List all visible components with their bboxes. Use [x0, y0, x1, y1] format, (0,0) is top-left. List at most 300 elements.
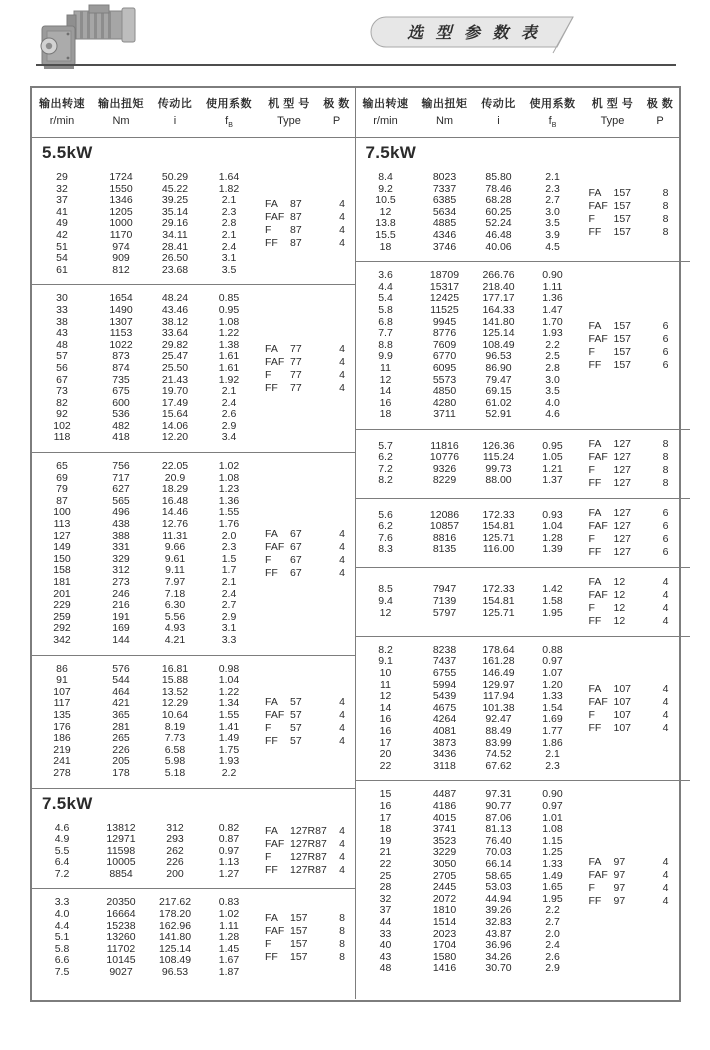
poles-value: 4 [339, 540, 345, 553]
ratio-cell: 44.94 [485, 892, 512, 905]
torque-cell: 544 [112, 674, 130, 687]
data-block [356, 430, 680, 498]
speed-cell: 135 [53, 708, 71, 721]
table-row [356, 305, 582, 317]
service-factor-cell: 1.5 [221, 552, 237, 565]
service-factor-cell: 0.90 [542, 269, 563, 282]
ratio-cell: 13.52 [161, 685, 189, 698]
model-line [582, 602, 678, 615]
table-row [32, 305, 258, 317]
model-size: 57 [290, 708, 302, 721]
service-factor-cell: 0.95 [542, 439, 563, 452]
ratio-cell: 30.70 [485, 962, 512, 975]
torque-cell: 331 [112, 541, 130, 554]
ratio-cell: 126.36 [482, 439, 515, 452]
service-factor-cell: 1.28 [218, 931, 240, 944]
model-prefix: FF [265, 951, 278, 964]
service-factor-cell: 2.3 [221, 205, 237, 218]
ratio-cell: 39.26 [485, 904, 512, 917]
service-factor-cell: 1.33 [542, 690, 563, 703]
poles-value: 6 [662, 532, 669, 545]
torque-cell: 11598 [106, 844, 136, 857]
model-prefix: FA [265, 198, 278, 211]
ratio-cell: 6.58 [164, 743, 186, 756]
speed-cell: 65 [56, 460, 68, 473]
model-line [582, 507, 678, 520]
service-factor-cell: 0.88 [542, 643, 563, 656]
torque-cell: 312 [112, 564, 130, 577]
model-line [258, 925, 354, 938]
ratio-cell: 141.80 [158, 931, 192, 944]
poles-value: 8 [339, 912, 345, 925]
column-header-label: 输出扭矩 [421, 98, 468, 110]
torque-cell: 909 [112, 252, 130, 265]
model-size: 107 [613, 721, 632, 734]
speed-cell: 9.1 [378, 655, 393, 668]
model-size: 97 [613, 856, 626, 869]
ratio-cell: 200 [166, 867, 184, 880]
service-factor-cell: 1.65 [542, 881, 563, 894]
block-models [582, 187, 678, 239]
ratio-cell: 146.49 [482, 667, 515, 680]
service-factor-cell: 3.1 [221, 622, 237, 635]
selection-parameter-table [30, 86, 681, 1002]
speed-cell: 127 [53, 529, 71, 542]
torque-cell: 735 [112, 373, 130, 386]
ratio-cell: 20.9 [164, 471, 186, 484]
model-line [582, 187, 678, 200]
column-header-label: 使用系数 [529, 98, 576, 110]
torque-cell: 4015 [432, 811, 457, 824]
ratio-cell: 60.25 [485, 205, 512, 218]
service-factor-cell: 0.98 [218, 662, 240, 675]
speed-cell: 43 [379, 950, 392, 963]
ratio-cell: 99.73 [485, 462, 512, 475]
speed-cell: 13.8 [375, 217, 396, 230]
block-rows [356, 584, 582, 619]
table-row [356, 386, 582, 398]
column-header-2 [474, 95, 524, 137]
speed-cell: 18 [379, 240, 392, 253]
speed-cell: 7.2 [54, 867, 70, 880]
torque-cell: 8776 [432, 327, 457, 340]
table-body [32, 138, 679, 999]
ratio-cell: 74.52 [485, 748, 512, 761]
torque-cell: 10145 [106, 954, 136, 967]
service-factor-cell: 1.01 [542, 811, 563, 824]
torque-cell: 1704 [432, 939, 457, 952]
ratio-cell: 81.13 [485, 823, 512, 836]
torque-cell: 438 [112, 518, 130, 531]
torque-cell: 1654 [109, 292, 133, 305]
block-separator [32, 452, 355, 453]
ratio-cell: 33.64 [161, 327, 189, 340]
torque-cell: 191 [112, 610, 130, 623]
poles-value: 4 [339, 734, 345, 747]
model-size: 12 [613, 588, 626, 601]
model-prefix: F [265, 224, 272, 237]
torque-cell: 5573 [432, 373, 457, 386]
torque-cell: 16664 [106, 908, 136, 921]
model-prefix: FAF [588, 199, 608, 212]
column-header-0 [32, 95, 92, 137]
torque-cell: 13260 [106, 931, 136, 944]
speed-cell: 201 [53, 587, 71, 600]
table-row [356, 668, 582, 680]
model-prefix: FF [588, 895, 602, 908]
speed-cell: 16 [379, 713, 392, 726]
torque-cell: 1580 [432, 950, 457, 963]
service-factor-cell: 3.5 [545, 385, 560, 398]
block-models [258, 825, 354, 877]
model-line [258, 541, 354, 554]
column-header-unit: Type [277, 115, 301, 127]
table-row [32, 363, 258, 375]
speed-cell: 48 [379, 962, 392, 975]
poles-value: 4 [339, 553, 345, 566]
ratio-cell: 29.82 [161, 338, 189, 351]
model-size: 127R87 [290, 851, 327, 864]
torque-cell: 1346 [109, 194, 133, 207]
model-prefix: FF [588, 721, 602, 734]
ratio-cell: 29.16 [161, 217, 189, 230]
ratio-cell: 79.47 [485, 373, 512, 386]
torque-cell: 1170 [109, 228, 133, 241]
torque-cell: 6770 [432, 350, 457, 363]
model-line [258, 851, 354, 864]
model-line [582, 226, 678, 239]
ratio-cell: 125.14 [158, 942, 192, 955]
model-prefix: FF [265, 381, 278, 394]
torque-cell: 756 [112, 460, 130, 473]
poles-value: 8 [662, 437, 669, 450]
poles-value: 6 [662, 358, 669, 371]
speed-cell: 67 [56, 373, 68, 386]
model-prefix: FA [588, 682, 602, 695]
table-row [32, 265, 258, 277]
model-prefix: F [265, 938, 272, 951]
model-prefix: F [588, 532, 595, 545]
service-factor-cell: 1.7 [221, 564, 237, 577]
ratio-cell: 154.81 [482, 595, 515, 608]
column-header-unit: Type [600, 115, 625, 127]
torque-cell: 2705 [432, 869, 457, 882]
model-size: 97 [613, 869, 626, 882]
speed-cell: 5.1 [54, 931, 70, 944]
model-prefix: FF [588, 358, 602, 371]
ratio-cell: 129.97 [482, 678, 515, 691]
model-size: 127R87 [290, 864, 327, 877]
service-factor-cell: 0.97 [542, 800, 563, 812]
ratio-cell: 218.40 [482, 280, 515, 293]
service-factor-cell: 2.9 [221, 419, 237, 432]
poles-value: 4 [339, 381, 345, 394]
torque-cell: 10776 [429, 451, 460, 464]
model-size: 127 [613, 532, 632, 545]
ratio-cell: 12.29 [161, 697, 189, 710]
ratio-cell: 40.06 [485, 240, 512, 253]
speed-cell: 4.4 [378, 280, 393, 293]
poles-value: 4 [339, 368, 345, 381]
table-row [356, 761, 582, 773]
model-size: 67 [290, 566, 302, 579]
service-factor-cell: 1.22 [218, 685, 240, 698]
model-line [258, 356, 354, 369]
torque-cell: 12971 [106, 833, 136, 846]
table-row [32, 834, 258, 846]
model-line [258, 912, 354, 925]
ratio-cell: 26.50 [161, 252, 189, 265]
ratio-cell: 34.11 [162, 228, 188, 241]
ratio-cell: 76.40 [485, 834, 512, 847]
model-prefix: FA [265, 695, 278, 708]
speed-cell: 4.9 [54, 833, 70, 846]
column-header-unit: P [332, 115, 341, 127]
ratio-cell: 5.56 [164, 610, 186, 623]
ratio-cell: 293 [166, 833, 184, 846]
model-line [582, 696, 678, 709]
torque-cell: 15317 [429, 280, 460, 293]
ratio-cell: 68.28 [485, 194, 512, 207]
data-block [356, 262, 680, 429]
block-separator [356, 636, 680, 637]
service-factor-cell: 1.82 [218, 182, 240, 195]
ratio-cell: 7.18 [164, 587, 186, 600]
service-factor-cell: 2.1 [221, 385, 237, 398]
speed-cell: 22 [379, 759, 392, 772]
model-line [582, 520, 678, 533]
ratio-cell: 69.15 [485, 385, 512, 398]
model-line [582, 346, 678, 359]
service-factor-cell: 1.41 [218, 720, 240, 733]
torque-cell: 3436 [432, 748, 457, 761]
model-line [582, 333, 678, 346]
model-size: 67 [290, 527, 302, 540]
speed-cell: 8.4 [378, 171, 393, 183]
service-factor-cell: 1.13 [218, 856, 240, 869]
torque-cell: 4487 [432, 788, 457, 801]
speed-cell: 15 [379, 788, 392, 801]
column-header-unit: Nm [112, 115, 130, 127]
column-header-label: 使用系数 [206, 98, 252, 110]
speed-cell: 44 [379, 915, 392, 928]
model-size: 157 [290, 925, 308, 938]
speed-cell: 57 [56, 350, 68, 363]
torque-cell: 3873 [432, 736, 457, 749]
model-prefix: FAF [588, 869, 608, 882]
data-block [32, 453, 355, 655]
data-block [356, 637, 680, 781]
speed-cell: 15.5 [375, 228, 396, 241]
speed-cell: 54 [56, 252, 68, 265]
block-models [582, 438, 678, 490]
model-line [258, 554, 354, 567]
model-size: 107 [613, 708, 632, 721]
service-factor-cell: 1.87 [218, 966, 240, 979]
speed-cell: 19 [379, 834, 392, 847]
torque-cell: 169 [112, 622, 130, 635]
model-size: 57 [290, 695, 302, 708]
model-prefix: FA [588, 506, 602, 519]
torque-cell: 12086 [429, 508, 460, 521]
speed-cell: 12 [379, 606, 392, 619]
header-divider [36, 64, 676, 66]
torque-cell: 11702 [106, 942, 136, 955]
ratio-cell: 70.03 [485, 846, 512, 859]
torque-cell: 600 [112, 396, 130, 409]
service-factor-cell: 1.11 [219, 919, 239, 932]
speed-cell: 4.0 [54, 908, 70, 921]
speed-cell: 4.6 [54, 821, 70, 834]
column-header-unit: $f_B$ [548, 115, 557, 130]
table-row [32, 768, 258, 780]
block-rows [356, 789, 582, 975]
model-size: 157 [290, 951, 308, 964]
model-prefix: FAF [588, 695, 608, 708]
speed-cell: 278 [53, 766, 71, 779]
table-column-right [356, 138, 680, 999]
model-size: 127 [613, 463, 632, 476]
data-block [32, 164, 355, 284]
ratio-cell: 9.61 [164, 552, 186, 565]
column-header-unit: $f_B$ [225, 115, 233, 130]
poles-value: 8 [339, 951, 345, 964]
torque-cell: 3523 [432, 834, 457, 847]
ratio-cell: 172.33 [482, 583, 515, 596]
speed-cell: 91 [56, 674, 68, 687]
speed-cell: 61 [56, 263, 68, 276]
speed-cell: 7.6 [378, 531, 393, 544]
torque-cell: 10857 [429, 520, 460, 533]
torque-cell: 7337 [432, 182, 457, 195]
speed-cell: 100 [53, 506, 71, 519]
column-header-label: 传动比 [157, 98, 193, 110]
torque-cell: 5634 [432, 205, 457, 218]
torque-cell: 8135 [432, 543, 457, 556]
speed-cell: 176 [53, 720, 71, 733]
ratio-cell: 4.93 [164, 622, 186, 635]
service-factor-cell: 1.20 [542, 678, 563, 691]
poles-value: 4 [662, 575, 669, 588]
table-row [32, 577, 258, 589]
service-factor-cell: 1.55 [218, 506, 240, 519]
torque-cell: 20350 [106, 896, 136, 909]
poles-value: 4 [339, 566, 345, 579]
poles-value: 4 [662, 708, 669, 721]
model-size: 57 [290, 721, 302, 734]
speed-cell: 10.5 [375, 194, 396, 207]
model-line [258, 709, 354, 722]
speed-cell: 7.5 [54, 966, 70, 979]
torque-cell: 8854 [109, 867, 133, 880]
service-factor-cell: 0.82 [218, 821, 240, 834]
ratio-cell: 115.24 [482, 451, 515, 464]
service-factor-cell: 3.0 [545, 205, 560, 218]
model-size: 87 [290, 224, 302, 237]
table-row [356, 940, 582, 952]
poles-value: 8 [662, 476, 669, 489]
speed-cell: 12 [379, 205, 392, 218]
service-factor-cell: 2.3 [545, 182, 560, 195]
speed-cell: 8.2 [378, 474, 393, 487]
service-factor-cell: 2.1 [221, 228, 237, 241]
service-factor-cell: 1.05 [542, 451, 563, 464]
model-prefix: FAF [265, 925, 285, 938]
block-separator [356, 567, 680, 568]
torque-cell: 1153 [109, 327, 133, 340]
model-size: 97 [613, 882, 626, 895]
poles-value: 4 [662, 882, 669, 895]
service-factor-cell: 1.92 [218, 373, 240, 386]
torque-cell: 496 [112, 506, 130, 519]
model-size: 157 [613, 345, 632, 358]
service-factor-cell: 2.8 [221, 217, 237, 230]
torque-cell: 4850 [432, 385, 457, 398]
torque-cell: 8229 [432, 474, 457, 487]
poles-value: 4 [339, 708, 345, 721]
ratio-cell: 39.25 [161, 194, 189, 207]
service-factor-cell: 1.54 [542, 701, 563, 714]
torque-cell: 13812 [106, 821, 136, 834]
torque-cell: 9945 [432, 315, 457, 328]
service-factor-cell: 1.86 [542, 736, 563, 749]
service-factor-cell: 1.07 [542, 667, 563, 680]
table-row [356, 544, 582, 556]
model-size: 87 [290, 237, 302, 250]
model-line [258, 567, 354, 580]
model-size: 67 [290, 540, 302, 553]
poles-value: 4 [662, 869, 669, 882]
speed-cell: 32 [379, 892, 392, 905]
torque-cell: 281 [112, 720, 130, 733]
ratio-cell: 25.50 [161, 361, 189, 374]
ratio-cell: 117.94 [482, 690, 515, 703]
model-line [258, 343, 354, 356]
service-factor-cell: 0.97 [542, 655, 563, 668]
data-block [356, 499, 680, 567]
block-models [582, 507, 678, 559]
speed-cell: 20 [379, 748, 392, 761]
model-size: 127R87 [290, 825, 327, 838]
speed-cell: 7.7 [378, 327, 393, 340]
speed-cell: 9.9 [378, 350, 393, 363]
speed-cell: 51 [56, 240, 68, 253]
poles-value: 6 [662, 319, 669, 332]
service-factor-cell: 2.1 [545, 748, 560, 761]
service-factor-cell: 1.75 [218, 743, 240, 756]
service-factor-cell: 2.1 [221, 194, 237, 207]
block-models [258, 528, 354, 580]
torque-cell: 7437 [432, 655, 457, 668]
column-header-1 [416, 95, 474, 137]
torque-cell: 3229 [432, 846, 457, 859]
poles-value: 4 [339, 721, 345, 734]
model-line [582, 359, 678, 372]
ratio-cell: 9.11 [165, 564, 185, 577]
service-factor-cell: 2.6 [545, 950, 560, 963]
service-factor-cell: 2.0 [545, 927, 560, 940]
service-factor-cell: 1.23 [218, 483, 240, 496]
model-prefix: FAF [265, 211, 285, 224]
torque-cell: 329 [112, 552, 130, 565]
column-header-2 [150, 95, 200, 137]
model-size: 157 [613, 199, 632, 212]
model-prefix: FAF [265, 540, 285, 553]
speed-cell: 37 [379, 904, 392, 917]
service-factor-cell: 3.5 [221, 263, 237, 276]
torque-cell: 576 [112, 662, 130, 675]
speed-cell: 186 [53, 732, 71, 745]
